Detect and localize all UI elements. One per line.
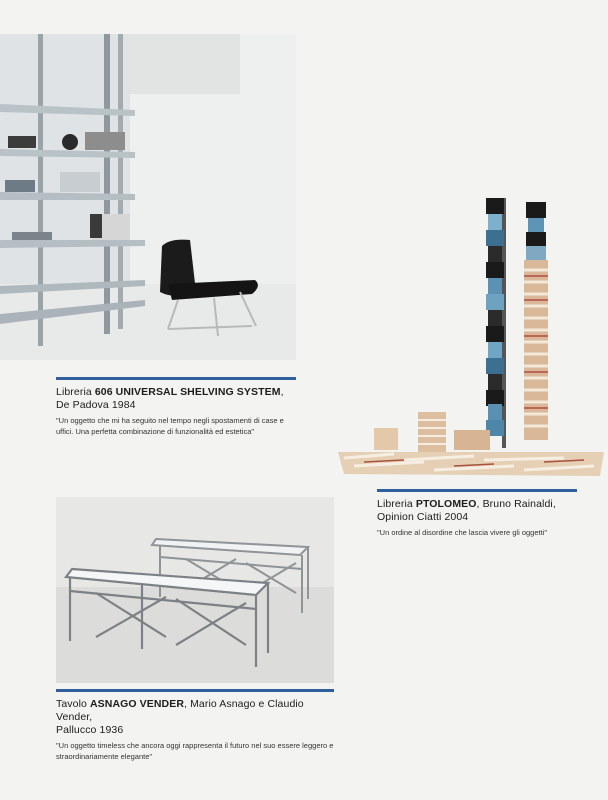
caption-product-name: ASNAGO VENDER: [89, 698, 185, 710]
caption-designer: ,: [280, 386, 284, 398]
caption-quote: "Un oggetto timeless che ancora oggi rappresenta il futuro nel suo essere leggero e straordinariamente elegante": [56, 741, 334, 761]
caption-quote: "Un oggetto che mi ha seguito nel tempo negli spostamenti di case e uffici. Una perfetta combinazione di funzionalità ed estetica": [56, 416, 284, 436]
caption-rule: [56, 689, 334, 692]
caption-title: [56, 386, 296, 412]
caption-maker-year: Opinion Ciatti 2004: [377, 511, 469, 523]
caption-maker-year: Pallucco 1936: [56, 724, 124, 736]
caption-asnago-vender: [56, 689, 334, 762]
caption-type: Libreria: [56, 386, 95, 398]
caption-rule: [377, 489, 577, 492]
photo-shelving-system: [0, 34, 296, 360]
photo-asnago-vender-table: [56, 497, 334, 683]
caption-product-name: 606 UNIVERSAL SHELVING SYSTEM: [94, 386, 281, 398]
caption-shelving-system: [56, 377, 296, 437]
caption-title: [56, 698, 334, 737]
caption-maker-year: De Padova 1984: [56, 399, 136, 411]
caption-designer: , Mario Asnago e Claudio Vender,: [56, 698, 304, 723]
caption-ptolomeo: [377, 489, 577, 539]
caption-rule: [56, 377, 296, 380]
caption-designer: , Bruno Rainaldi,: [476, 498, 556, 510]
caption-product-name: PTOLOMEO: [415, 498, 477, 510]
ptolomeo-column-left: [486, 198, 506, 448]
caption-type: Tavolo: [56, 698, 90, 710]
ptolomeo-illustration: [334, 190, 608, 482]
photo-ptolomeo-bookcase: [334, 190, 608, 482]
table-illustration: [56, 497, 334, 683]
ptolomeo-column-right: [524, 202, 548, 440]
shelving-illustration: [0, 34, 296, 360]
caption-type: Libreria: [377, 498, 416, 510]
caption-title: [377, 498, 577, 524]
caption-quote: "Un ordine al disordine che lascia vivere gli oggetti": [377, 528, 547, 537]
